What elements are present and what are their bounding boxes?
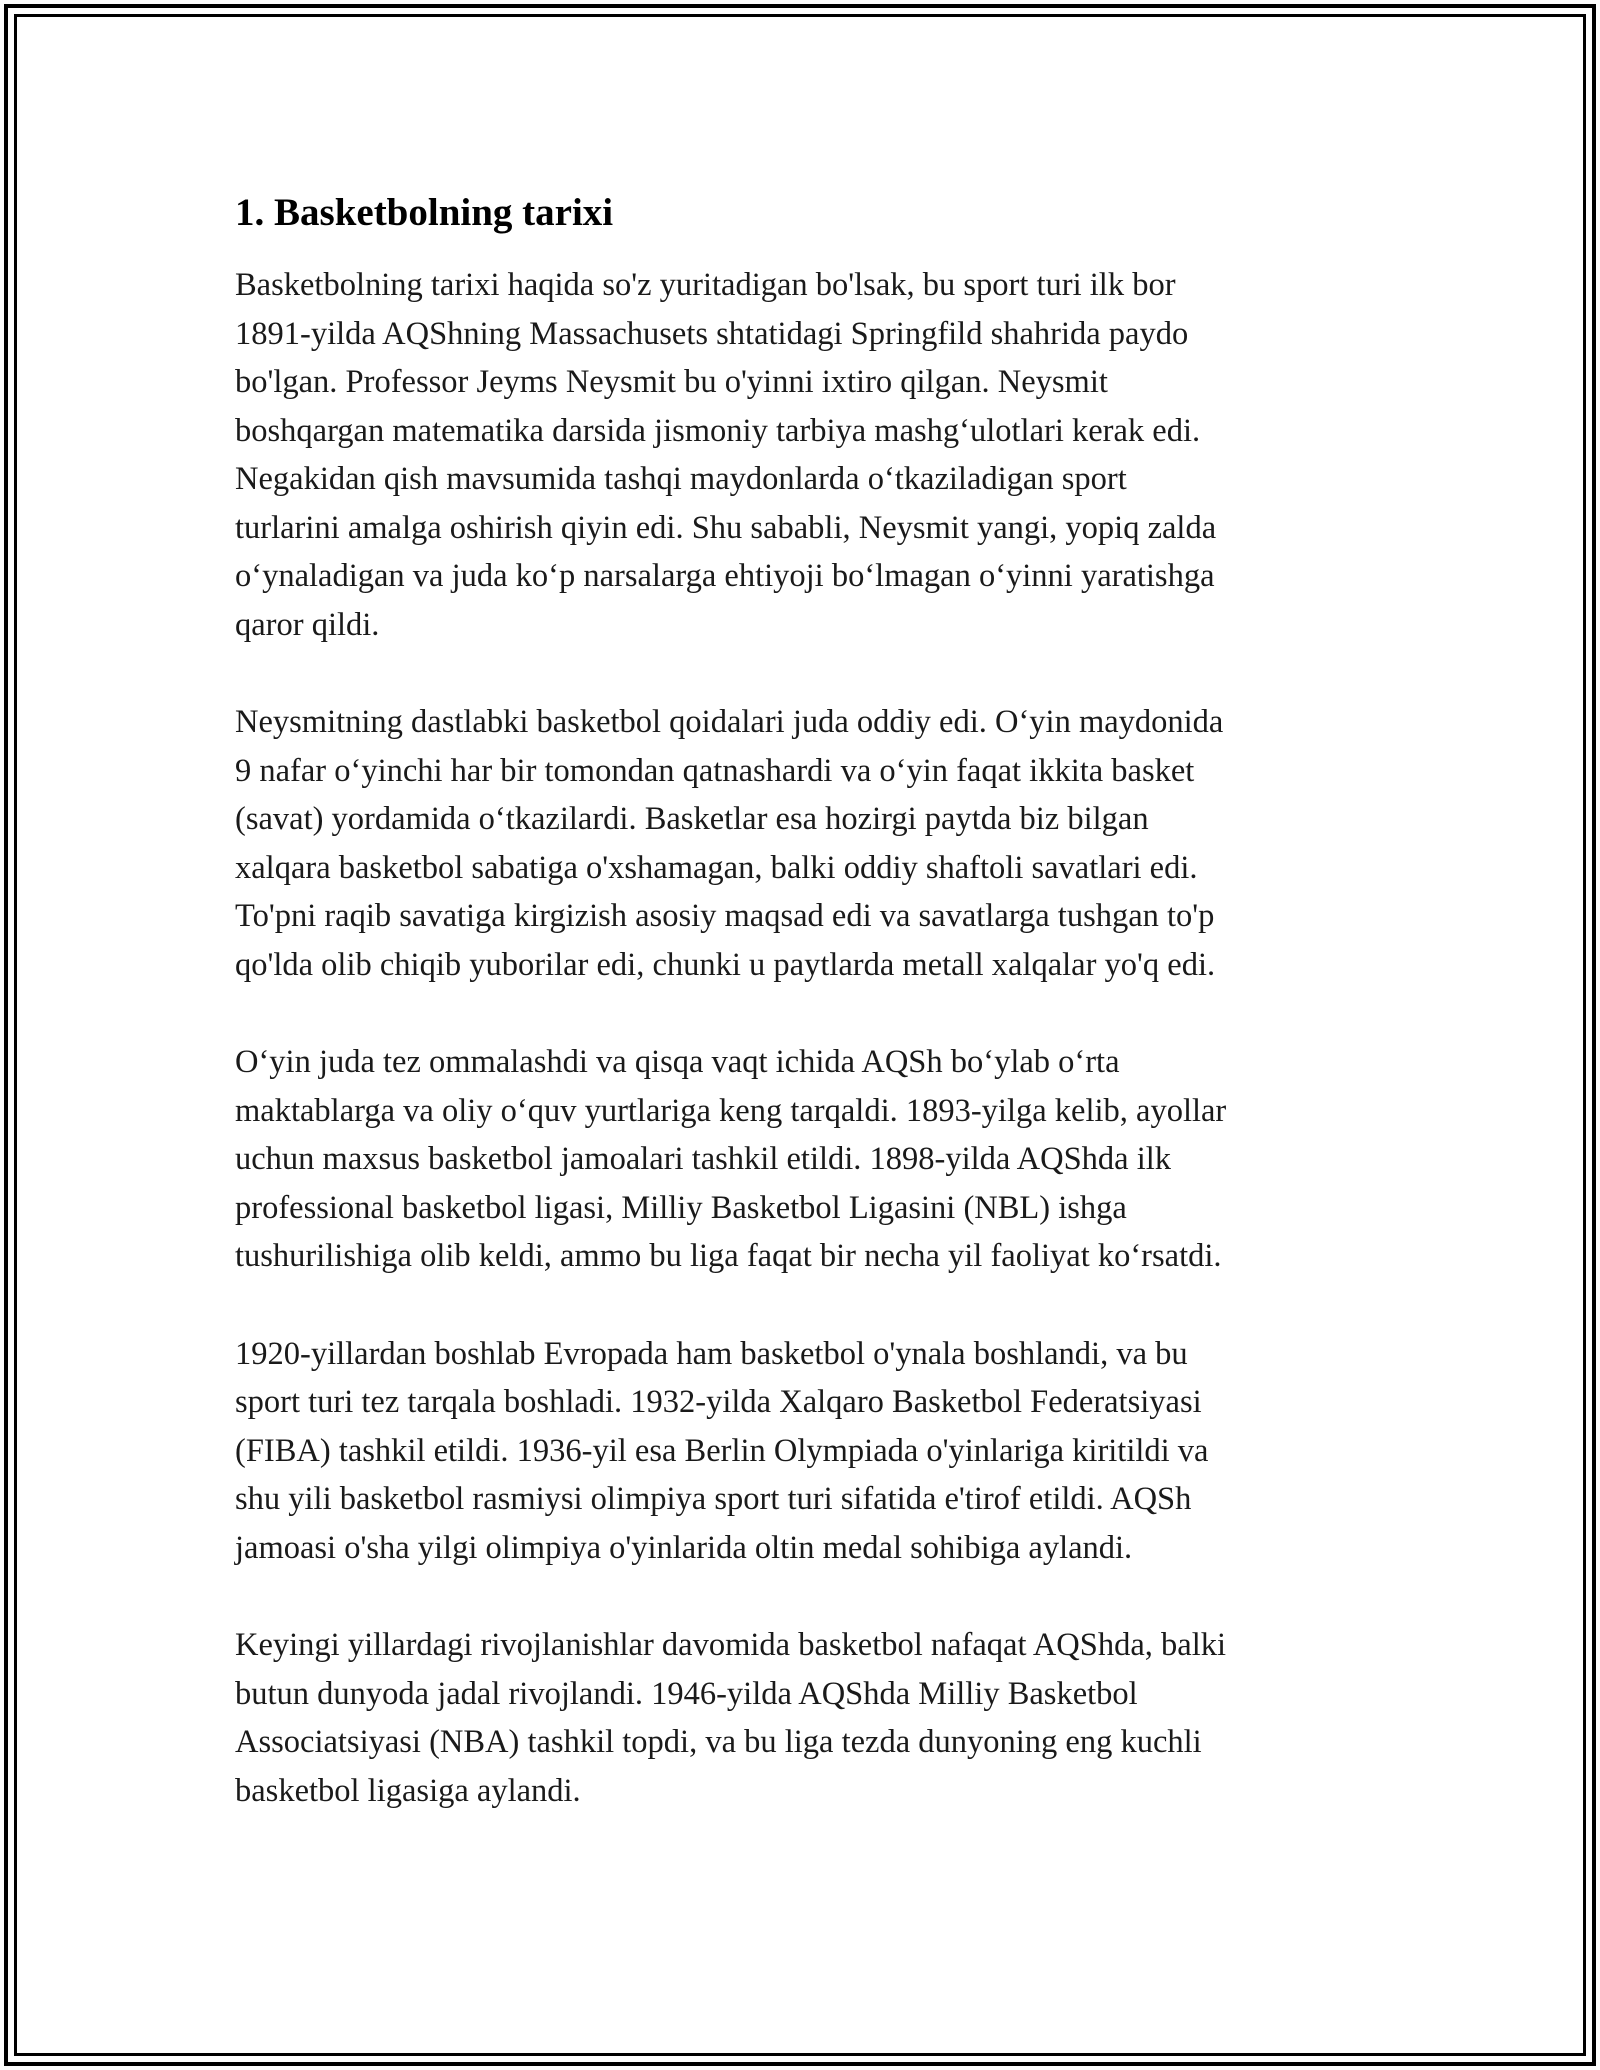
body-paragraph — [235, 698, 1365, 989]
paragraph-line: butun dunyoda jadal rivojlandi. 1946-yilda AQShda Milliy Basketbol — [235, 1675, 1138, 1712]
body-paragraph — [235, 1038, 1365, 1281]
paragraph-line: boshqargan matematika darsida jismoniy tarbiya mashg‘ulotlari kerak edi. — [235, 412, 1201, 449]
paragraph-line: Basketbolning tarixi haqida so'z yuritadigan bo'lsak, bu sport turi ilk bor — [235, 267, 1176, 303]
body-paragraph — [235, 1330, 1365, 1573]
paragraph-line: Associatsiyasi (NBA) tashkil topdi, va bu liga tezda dunyoning eng kuchli — [235, 1724, 1202, 1760]
body-paragraph — [235, 1621, 1365, 1815]
paragraph-line: o‘ynaladigan va juda ko‘p narsalarga ehtiyoji bo‘lmagan o‘yinni yaratishga — [235, 558, 1215, 594]
paragraph-line: 1920-yillardan boshlab Evropada ham basketbol o'ynala boshlandi, va bu — [235, 1335, 1188, 1372]
paragraph-line: sport turi tez tarqala boshladi. 1932-yilda Xalqaro Basketbol Federatsiyasi — [235, 1384, 1202, 1420]
paragraph-line: professional basketbol ligasi, Milliy Basketbol Ligasini (NBL) ishga — [235, 1189, 1127, 1226]
paragraph-line: To'pni raqib savatiga kirgizish asosiy maqsad edi va savatlarga tushgan to'p — [235, 898, 1215, 934]
document-body — [235, 185, 1365, 1864]
paragraph-line: qaror qildi. — [235, 606, 380, 643]
paragraph-line: jamoasi o'sha yilgi olimpiya o'yinlarida oltin medal sohibiga aylandi. — [235, 1529, 1133, 1566]
paragraph-line: 9 nafar o‘yinchi har bir tomondan qatnashardi va o‘yin faqat ikkita basket — [235, 752, 1195, 789]
paragraph-line: shu yili basketbol rasmiysi olimpiya sport turi sifatida e'tirof etildi. AQSh — [235, 1481, 1192, 1517]
paragraph-line: maktablarga va oliy o‘quv yurtlariga keng tarqaldi. 1893-yilga kelib, ayollar — [235, 1092, 1227, 1129]
paragraph-line: turlarini amalga oshirish qiyin edi. Shu sababli, Neysmit yangi, yopiq zalda — [235, 509, 1217, 546]
paragraph-line: xalqara basketbol sabatiga o'xshamagan, balki oddiy shaftoli savatlari edi. — [235, 849, 1198, 886]
paragraph-line: (FIBA) tashkil etildi. 1936-yil esa Berlin Olympiada o'yinlariga kiritildi va — [235, 1432, 1209, 1469]
body-paragraph — [235, 261, 1365, 649]
paragraph-line: (savat) yordamida o‘tkazilardi. Basketlar esa hozirgi paytda biz bilgan — [235, 801, 1149, 837]
paragraph-line: qo'lda olib chiqib yuborilar edi, chunki u paytlarda metall xalqalar yo'q edi. — [235, 946, 1216, 983]
paragraph-line: basketbol ligasiga aylandi. — [235, 1772, 581, 1809]
paragraph-line: uchun maxsus basketbol jamoalari tashkil etildi. 1898-yilda AQShda ilk — [235, 1141, 1172, 1177]
section-heading: 1. Basketbolning tarixi — [235, 191, 614, 234]
paragraph-line: Keyingi yillardagi rivojlanishlar davomida basketbol nafaqat AQShda, balki — [235, 1627, 1227, 1663]
paragraph-list — [235, 261, 1365, 1815]
paragraph-line: O‘yin juda tez ommalashdi va qisqa vaqt ichida AQSh bo‘ylab o‘rta — [235, 1044, 1120, 1080]
paragraph-line: Neysmitning dastlabki basketbol qoidalari juda oddiy edi. O‘yin maydonida — [235, 704, 1224, 740]
paragraph-line: bo'lgan. Professor Jeyms Neysmit bu o'yinni ixtiro qilgan. Neysmit — [235, 364, 1108, 400]
paragraph-line: 1891-yilda AQShning Massachusets shtatidagi Springfild shahrida paydo — [235, 315, 1189, 352]
paragraph-line: Negakidan qish mavsumida tashqi maydonlarda o‘tkaziladigan sport — [235, 461, 1127, 497]
paragraph-line: tushurilishiga olib keldi, ammo bu liga faqat bir necha yil faoliyat ko‘rsatdi. — [235, 1238, 1222, 1274]
